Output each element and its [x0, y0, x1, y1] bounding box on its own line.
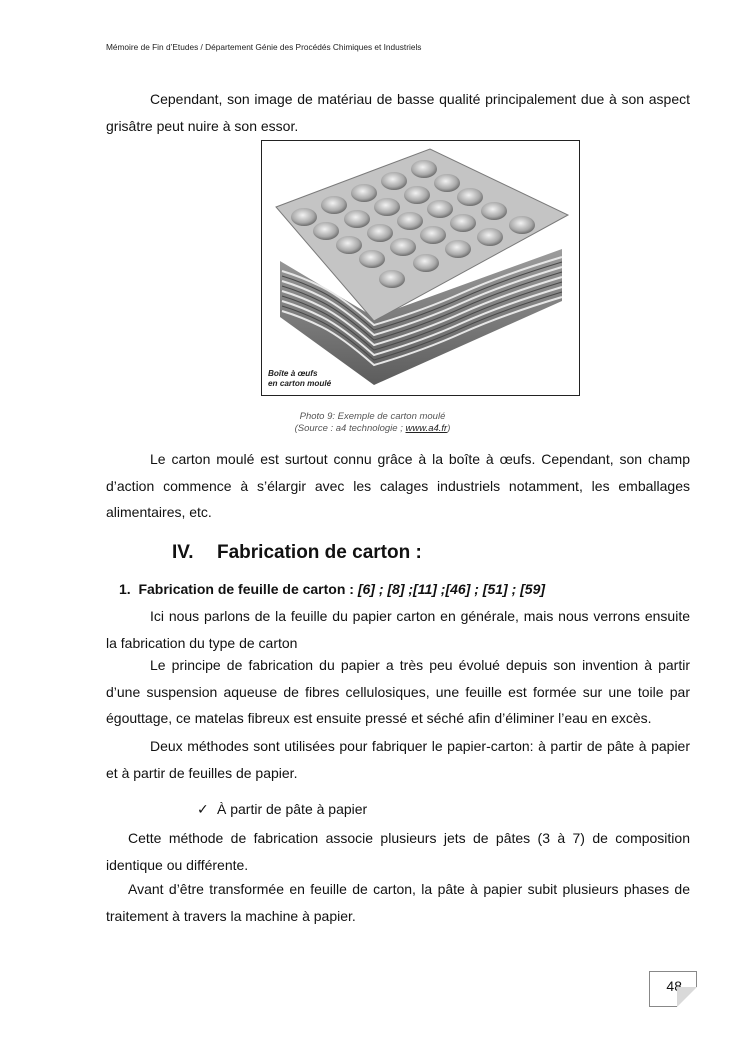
page-number: 48 — [666, 978, 682, 994]
paragraph-molded-carton: Le carton moulé est surtout connu grâce à la boîte à œufs. Cependant, son champ d’action commence à s’élargir avec les calages industriels notamment, les emballages alimentaires, etc. — [106, 451, 690, 520]
figure-source: (Source : a4 technologie ; www.a4.fr) — [294, 423, 451, 434]
figure-caption: Photo 9: Exemple de carton moulé — [299, 411, 446, 422]
paragraph-methods: Deux méthodes sont utilisées pour fabriquer le papier-carton: à partir de pâte à papier et à partir de feuilles de papier. — [106, 738, 690, 781]
egg-carton-figure — [261, 140, 580, 396]
subsection-heading: 1. Fabrication de feuille de carton : [6] ; [8] ;[11] ;[46] ; [51] ; [59] — [119, 581, 546, 597]
paragraph-jets: Cette méthode de fabrication associe plusieurs jets de pâtes (3 à 7) de composition identique ou différente. — [106, 830, 690, 873]
bullet-item: ✓ À partir de pâte à papier — [197, 801, 368, 817]
paragraph-processing: Avant d’être transformée en feuille de carton, la pâte à papier subit plusieurs phases de traitement à travers la machine à papier. — [106, 881, 690, 924]
page-header: Mémoire de Fin d’Etudes / Département Génie des Procédés Chimiques et Industriels — [106, 42, 422, 52]
page-number-box — [649, 971, 697, 1007]
paragraph-principle: Le principe de fabrication du papier a très peu évolué depuis son invention à partir d’une suspension aqueuse de fibres cellulosiques, une feuille est formée sur une toile par égouttage, ce matelas fibreux est ensuite pressé et séché afin d’éliminer l’eau en excès. — [106, 657, 690, 726]
check-icon: ✓ — [197, 801, 209, 817]
paragraph-intro-sheet: Ici nous parlons de la feuille du papier carton en générale, mais nous verrons ensuite la fabrication du type de carton — [106, 608, 690, 651]
section-heading: IV. Fabrication de carton : — [172, 542, 422, 563]
source-link[interactable]: www.a4.fr — [405, 423, 448, 434]
figure-inline-label: Boîte à œufs en carton moulé — [268, 369, 332, 388]
paragraph-intro: Cependant, son image de matériau de basse qualité principalement due à son aspect grisâtre peut nuire à son essor. — [106, 91, 690, 134]
egg-carton-illustration — [262, 141, 580, 396]
page-fold-icon — [677, 987, 697, 1007]
